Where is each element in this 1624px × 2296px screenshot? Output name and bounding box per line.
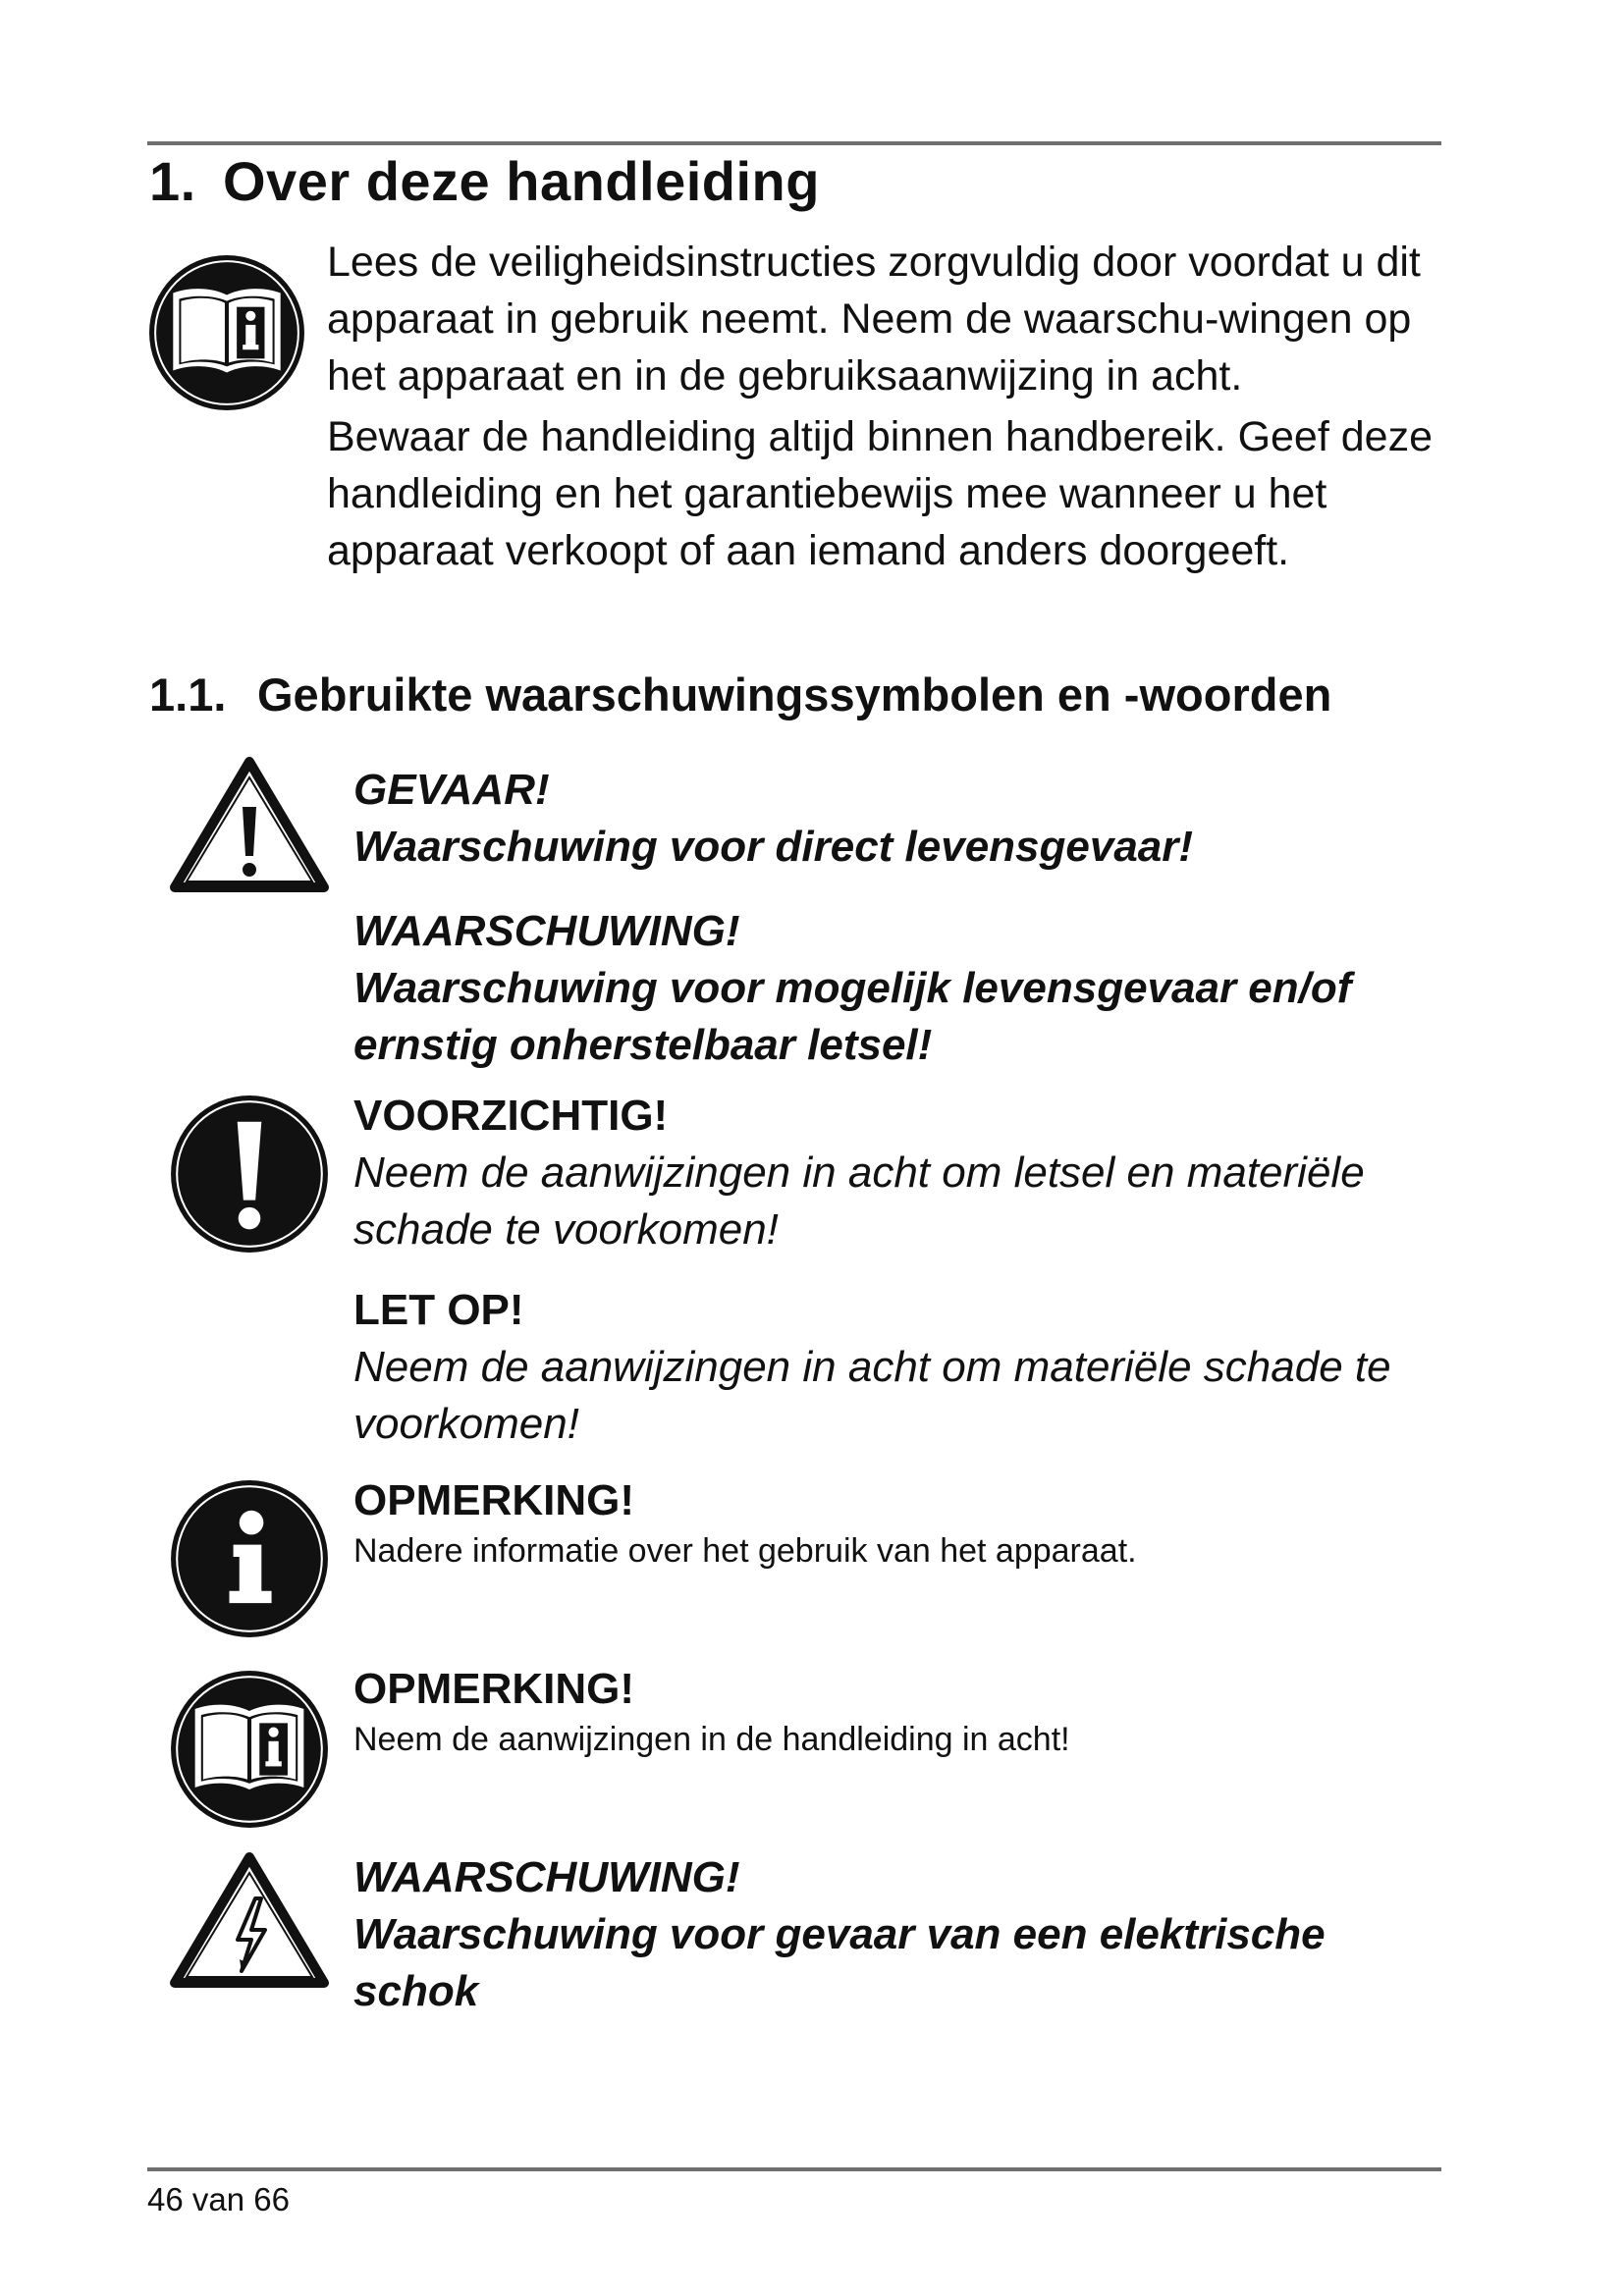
note-info [353, 1472, 1443, 1573]
warning-text: Nadere informatie over het gebruik van het apparaat. [353, 1532, 1137, 1570]
warning-label: OPMERKING! [353, 1665, 634, 1713]
electric-shock-icon [169, 1851, 330, 1989]
warning-label: LET OP! [353, 1286, 524, 1334]
warning-label: WAARSCHUWING! [353, 1853, 740, 1901]
warning-caution [353, 1088, 1443, 1258]
intro-paragraph: Lees de veiligheidsinstructies zorgvuldig door voordat u dit apparaat in gebruik neemt. Neem de waarschu-wingen op het apparaat en in de gebruiksaanwijzing in acht. [327, 239, 1421, 400]
page-number: 46 van 66 [147, 2181, 290, 2217]
warning-attention [353, 1282, 1443, 1453]
warning-text: Neem de aanwijzingen in acht om letsel en materiële schade te voorkomen! [353, 1148, 1365, 1254]
subsection-number: 1.1. [149, 668, 227, 721]
manual-book-icon [147, 253, 306, 412]
manual-book-icon [169, 1669, 330, 1830]
note-manual [353, 1661, 1443, 1761]
intro-text [327, 234, 1446, 583]
intro-paragraph: Bewaar de handleiding altijd binnen handbereik. Geef deze handleiding en het garantiebewijs mee wanneer u het apparaat verkoopt of aan iemand anders doorgeeft. [327, 413, 1433, 574]
exclamation-circle-icon [169, 1094, 330, 1255]
warning-text: Waarschuwing voor mogelijk levensgevaar en/of ernstig onherstelbaar letsel! [353, 964, 1352, 1069]
bottom-rule [147, 2167, 1441, 2171]
warning-label: VOORZICHTIG! [353, 1092, 669, 1140]
section-heading [149, 149, 820, 213]
warning-text: Waarschuwing voor direct levensgevaar! [353, 823, 1194, 871]
top-rule [147, 141, 1441, 145]
warning-text: Neem de aanwijzingen in de handleiding in acht! [353, 1721, 1070, 1758]
section-number: 1. [149, 150, 196, 212]
warning-text: Waarschuwing voor gevaar van een elektrische schok [353, 1910, 1326, 2015]
warning-danger [353, 762, 1443, 876]
warning-label: GEVAAR! [353, 766, 550, 814]
warning-text: Neem de aanwijzingen in acht om materiële schade te voorkomen! [353, 1343, 1391, 1448]
warning-triangle-icon [169, 756, 330, 893]
info-circle-icon [169, 1478, 330, 1639]
subsection-heading [149, 667, 1331, 721]
warning-warning [353, 903, 1443, 1074]
warning-label: WAARSCHUWING! [353, 907, 740, 955]
subsection-title: Gebruikte waarschuwingssymbolen en -woorden [257, 668, 1332, 721]
warning-label: OPMERKING! [353, 1476, 634, 1524]
warning-electric [353, 1849, 1443, 2020]
section-title: Over deze handleiding [223, 150, 820, 212]
